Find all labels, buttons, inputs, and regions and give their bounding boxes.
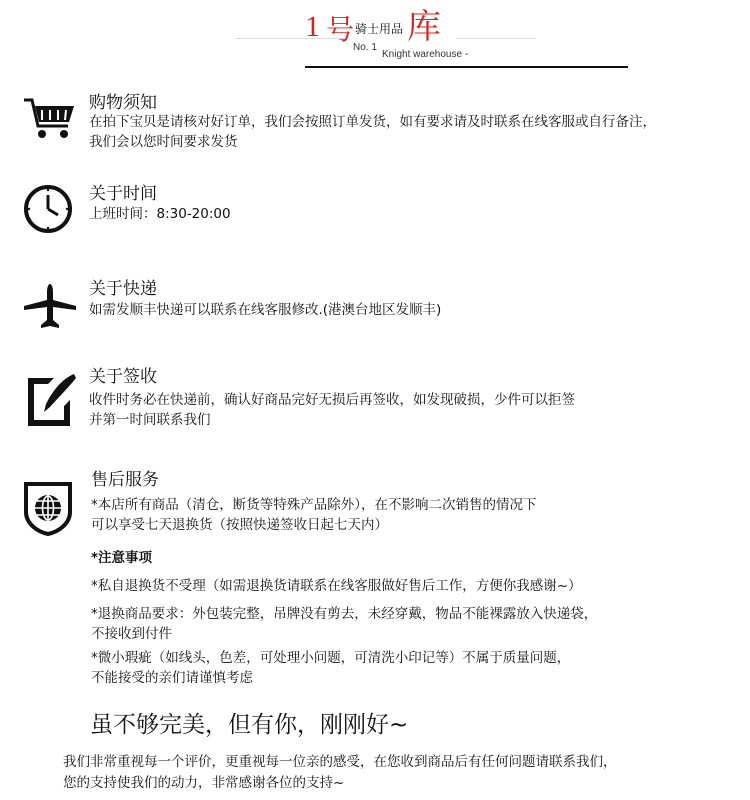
logo-ku: 库 bbox=[407, 7, 441, 47]
section-text: 上班时间：8:30-20:00 bbox=[89, 206, 231, 222]
logo-en: Knight warehouse - bbox=[382, 49, 469, 60]
section-text: 在拍下宝贝是请核对好订单，我们会按照订单发货，如有要求请及时联系在线客服或自行备注， bbox=[89, 114, 656, 130]
notice-item: *退换商品要求：外包装完整，吊牌没有剪去，未经穿戴，物品不能裸露放入快递袋， bbox=[91, 606, 598, 622]
section-title: 购物须知 bbox=[89, 93, 157, 113]
notice-item: 不能接受的亲们请谨慎考虑 bbox=[91, 670, 253, 686]
notice-item: *私自退换货不受理（如需退换货请联系在线客服做好售后工作，方便你我感谢~） bbox=[91, 578, 582, 594]
notice-title: *注意事项 bbox=[91, 550, 153, 566]
airplane-icon bbox=[22, 282, 78, 330]
sign-pen-icon bbox=[24, 372, 78, 428]
closing-message bbox=[63, 752, 617, 794]
section-text: 可以享受七天退换货（按照快递签收日起七天内） bbox=[91, 517, 388, 533]
closing-line: 您的支持使我们的动力，非常感谢各位的支持~ bbox=[63, 775, 345, 791]
section-title: 关于快递 bbox=[89, 279, 157, 299]
section-text: 如需发顺丰快递可以联系在线客服修改.(港澳台地区发顺丰) bbox=[89, 302, 442, 318]
logo-no: No. 1 bbox=[353, 42, 377, 53]
logo-hao: 号 bbox=[326, 13, 355, 46]
section-title: 关于时间 bbox=[89, 184, 157, 204]
notice-item: 不接收到付件 bbox=[91, 626, 172, 642]
notice-item: *微小瑕疵（如线头，色差，可处理小问题，可清洗小印记等）不属于质量问题， bbox=[91, 650, 571, 666]
slogan: 虽不够完美，但有你，刚刚好~ bbox=[90, 712, 409, 738]
section-text: 收件时务必在快递前，确认好商品完好无损后再签收，如发现破损，少件可以拒签 bbox=[89, 392, 575, 408]
shield-globe-icon bbox=[22, 480, 74, 536]
logo-digit: 1 bbox=[305, 10, 320, 43]
section-title: 关于签收 bbox=[89, 367, 157, 387]
closing-line: 我们非常重视每一个评价，更重视每一位亲的感受，在您收到商品后有任何问题请联系我们， bbox=[63, 754, 617, 770]
section-text: *本店所有商品（清仓，断货等特殊产品除外），在不影响二次销售的情况下 bbox=[91, 497, 537, 513]
section-text: 我们会以您时间要求发货 bbox=[89, 134, 238, 150]
logo-cn-sub: 骑士用品 bbox=[355, 22, 404, 36]
header-line-right bbox=[456, 38, 536, 39]
cart-icon bbox=[22, 94, 78, 142]
clock-icon bbox=[23, 184, 73, 234]
section-title: 售后服务 bbox=[91, 470, 159, 490]
header-rule bbox=[305, 66, 628, 68]
section-text: 并第一时间联系我们 bbox=[89, 412, 211, 428]
